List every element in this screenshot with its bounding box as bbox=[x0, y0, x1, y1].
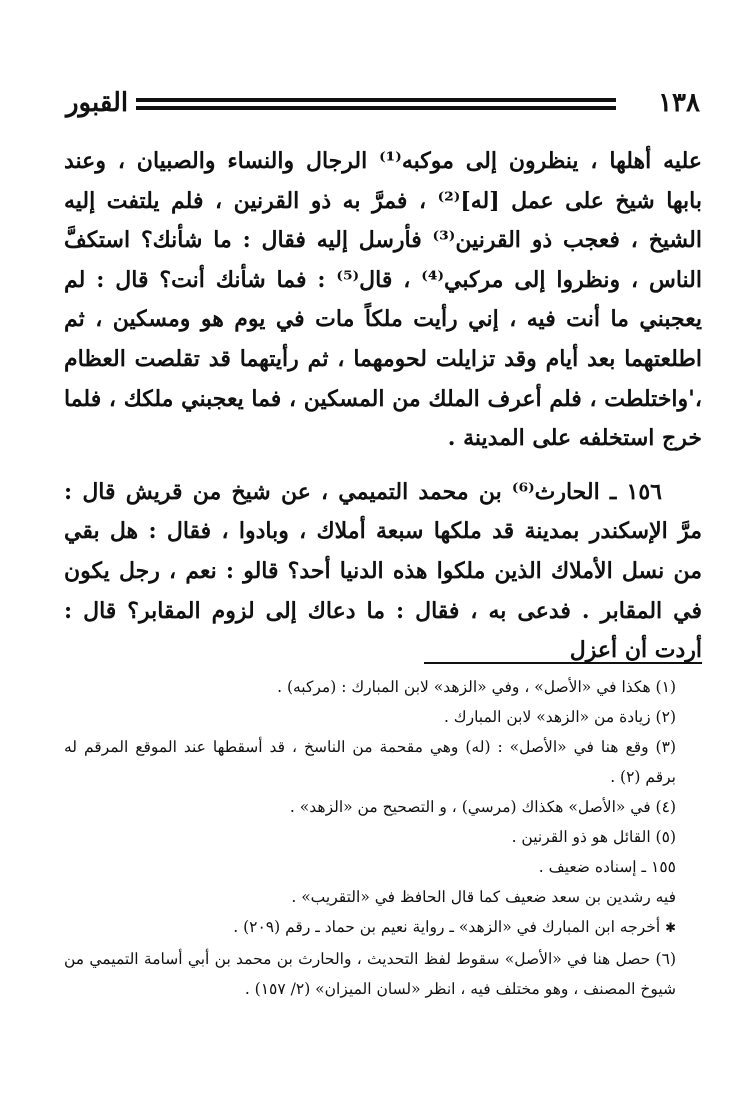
footnote-1: (١) هكذا في «الأصل» ، وفي «الزهد» لابن المبارك : (مركبه) . bbox=[277, 678, 676, 696]
page-header bbox=[66, 86, 700, 122]
footnote-4: (٤) في «الأصل» هكذاك (مرسي) ، و التصحيح من «الزهد» . bbox=[289, 798, 676, 816]
star-icon: ✱ bbox=[665, 921, 676, 936]
running-title: القبور bbox=[66, 88, 129, 118]
footnote-2: (٢) زيادة من «الزهد» لابن المبارك . bbox=[443, 708, 676, 726]
main-text bbox=[64, 142, 702, 671]
takhrij-text: أخرجه ابن المبارك في «الزهد» ـ رواية نعيم بن حماد ـ رقم (٢٠٩) . bbox=[233, 918, 661, 936]
footnote-divider bbox=[424, 662, 702, 664]
footnote-155-takhrij bbox=[64, 912, 702, 944]
footnote-155-detail: فيه رشدين بن سعد ضعيف كما قال الحافظ في «التقريب» . bbox=[291, 888, 676, 906]
page-number: ١٣٨ bbox=[658, 88, 700, 118]
footnotes bbox=[64, 672, 702, 1004]
footnote-6: (٦) حصل هنا في «الأصل» سقوط لفظ التحديث ، والحارث بن محمد بن أبي أسامة التميمي من شيوخ المصنف ، وهو مختلف فيه ، انظر «لسان الميزان» (٢/ ١٥٧) . bbox=[64, 950, 676, 998]
footnote-155: ١٥٥ ـ إسناده ضعيف . bbox=[538, 858, 676, 876]
paragraph-1: عليه أهلها ، ينظرون إلى موكبه⁽¹⁾ الرجال والنساء والصبيان ، وعند بابها شيخ على عمل [له]⁽²⁾ ، فمرَّ به ذو القرنين ، فلم يلتفت إليه الشيخ ، فعجب ذو القرنين⁽³⁾ فأرسل إليه فقال : ما شأنك؟ استكفَّ الناس ، ونظروا إلى مركبي⁽⁴⁾ ، قال⁽⁵⁾ : فما شأنك أنت؟ قال : لم يعجبني ما أنت فيه ، إني رأيت ملكاً مات في يوم هو ومسكين ، ثم اطلعتهما بعد أيام وقد تزايلت لحومهما ، ثم رأيتهما قد تقلصت العظام ،'واختلطت ، فلم أعرف الملك من المسكين ، فما يعجبني ملكك ، فلما خرج استخلفه على المدينة . bbox=[64, 148, 703, 452]
footnote-5: (٥) القائل هو ذو القرنين . bbox=[511, 828, 676, 846]
paragraph-156: ١٥٦ ـ الحارث⁽⁶⁾ بن محمد التميمي ، عن شيخ من قريش قال : مرَّ الإسكندر بمدينة قد ملكها سبعة أملاك ، وبادوا ، فقال : هل بقي من نسل الأملاك الذين ملكوا هذه الدنيا أحد؟ قالو : نعم ، رجل يكون في المقابر . فدعى به ، فقال : ما دعاك إلى لزوم المقابر؟ قال : أردت أن أعزل bbox=[64, 478, 702, 664]
footnote-3: (٣) وقع هنا في «الأصل» : (له) وهي مقحمة من الناسخ ، قد أسقطها عند الموقع المرقم له برقم (٢) . bbox=[64, 738, 676, 786]
header-rule bbox=[136, 98, 616, 110]
